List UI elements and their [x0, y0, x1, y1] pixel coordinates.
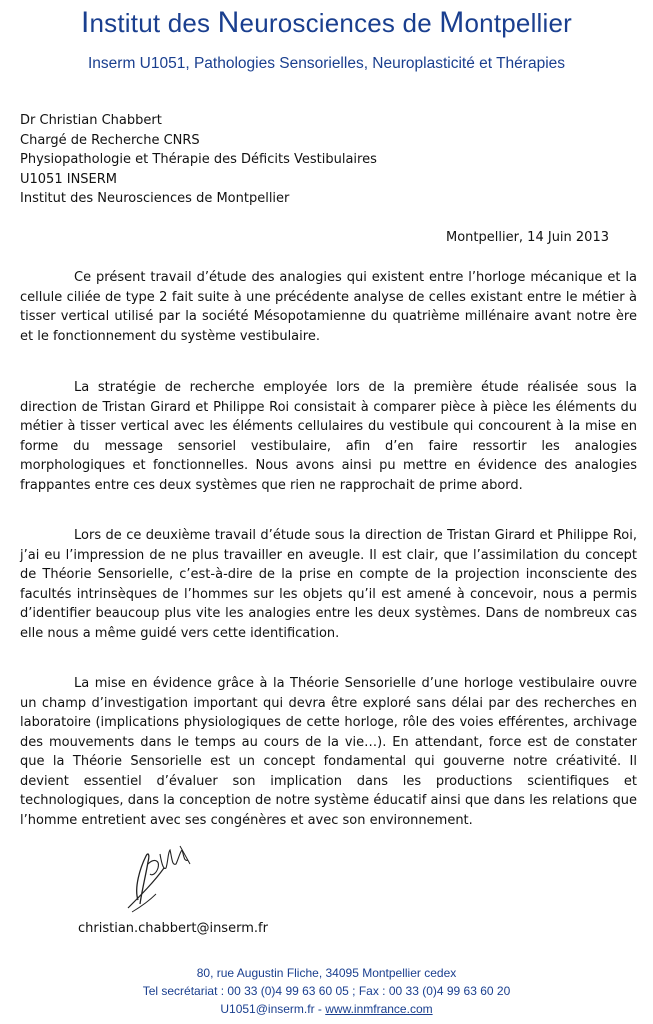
sender-name: Dr Christian Chabbert	[20, 113, 162, 128]
title-segment-2: eurosciences de	[239, 8, 440, 38]
sender-email[interactable]: christian.chabbert@inserm.fr	[78, 921, 268, 936]
paragraph-3: Lors de ce deuxième travail d’étude sous la direction de Tristan Girard et Philippe Roi, j’ai eu l’impression de ne plus travailler en aveugle. Il est clair, que l’assimilation du concept de Théorie Sensorielle, c’est-à-dire de la prise en compte de la projection inconsciente des facultés intrinsèques de l’hommes sur les objets qu’il est amené à concevoir, nous a permis d’identifier beaucoup plus vite les analogies entre les deux systèmes. Dans de nombreux cas elle nous a même guidé vers cette identification.	[20, 528, 637, 641]
footer-address: 80, rue Augustin Fliche, 34095 Montpellier cedex	[196, 966, 457, 980]
sender-block	[20, 111, 377, 209]
sender-institute: Institut des Neurosciences de Montpellier	[20, 191, 290, 206]
footer-separator: -	[314, 1002, 326, 1016]
place-date: Montpellier, 14 Juin 2013	[445, 230, 609, 245]
sender-unit: U1051 INSERM	[20, 171, 118, 187]
institute-title	[0, 6, 653, 40]
title-segment-3: ontpellier	[464, 8, 573, 38]
footer-email[interactable]: U1051@inserm.fr	[220, 1002, 315, 1016]
institute-subtitle: Inserm U1051, Pathologies Sensorielles, Neuroplasticité et Thérapies	[87, 55, 566, 72]
paragraph-2: La stratégie de recherche employée lors de la première étude réalisée sous la direction de Tristan Girard et Philippe Roi consistait à comparer pièce à pièce les éléments du métier à tisser vertical avec les éléments cellulaires du vestibule qui concourent à la mise en forme du message sensoriel vestibulaire, afin d’en faire ressortir les analogies morphologiques et fonctionnelles. Nous avons ainsi pu mettre en évidence des analogies frappantes entre ces deux systèmes que rien ne rapprochait de prime abord.	[20, 380, 637, 493]
paragraph-1: Ce présent travail d’étude des analogies qui existent entre l’horloge mécanique et la cellule ciliée de type 2 fait suite à une précédente analyse de celles existant entre le métier à tisser vertical utilisé par la société Mésopotamienne du quatrième millénaire avant notre ère et le fonctionnement du système vestibulaire.	[20, 270, 637, 344]
footer-phone-fax: Tel secrétariat : 00 33 (0)4 99 63 60 05 ; Fax : 00 33 (0)4 99 63 60 20	[142, 984, 511, 998]
footer-contact	[0, 1002, 653, 1016]
title-initial-n: N	[217, 6, 240, 39]
sender-team: Physiopathologie et Thérapie des Déficits Vestibulaires	[20, 152, 377, 167]
footer-website-link[interactable]: www.inmfrance.com	[325, 1002, 433, 1016]
title-segment-1: nstitut des	[89, 8, 218, 38]
sender-position: Chargé de Recherche CNRS	[20, 132, 200, 148]
handwritten-signature	[120, 838, 200, 918]
title-initial-i: I	[80, 6, 90, 39]
title-initial-m: M	[439, 6, 465, 39]
paragraph-4: La mise en évidence grâce à la Théorie Sensorielle d’une horloge vestibulaire ouvre un champ d’investigation important qui devra être exploré sans délai par des recherches en laboratoire (implications physiologiques de cette horloge, rôle des voies efférentes, archivage des mouvements dans le temps au cours de la vie…). En attendant, force est de constater que la Théorie Sensorielle est un concept fondamental qui gouverne notre créativité. Il devient essentiel d’évaluer son implication dans les productions scientifiques et technologiques, dans la conception de notre système éducatif ainsi que dans les relations que l’homme entretient avec ses congénères et avec son environnement.	[20, 676, 637, 828]
